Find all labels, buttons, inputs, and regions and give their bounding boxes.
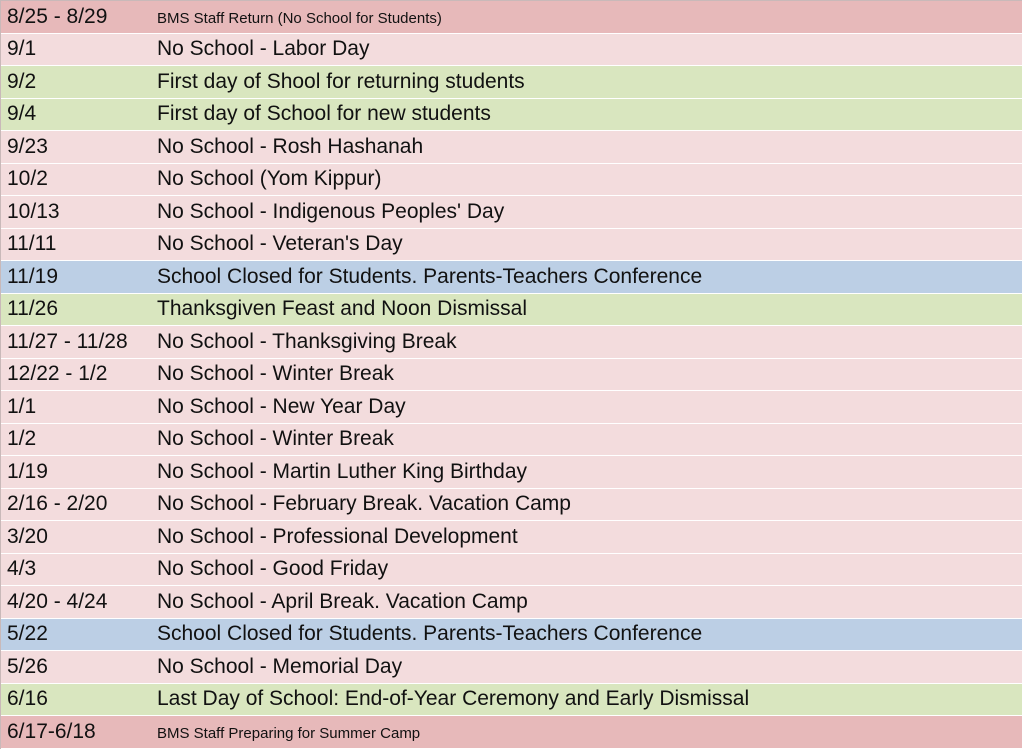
calendar-date: 9/4	[7, 102, 37, 126]
calendar-date: 9/23	[7, 134, 48, 158]
calendar-event: No School - Professional Development	[157, 524, 518, 548]
calendar-date: 11/27 - 11/28	[7, 329, 128, 353]
calendar-date: 2/16 - 2/20	[7, 492, 108, 516]
calendar-event: BMS Staff Preparing for Summer Camp	[157, 724, 421, 742]
calendar-row	[1, 34, 1022, 67]
calendar-event: No School - Labor Day	[157, 37, 370, 61]
calendar-row	[1, 684, 1022, 717]
calendar-event: No School - February Break. Vacation Camp	[157, 492, 571, 516]
calendar-event: Last Day of School: End-of-Year Ceremony and Early Dismissal	[157, 687, 750, 711]
calendar-event: No School - Good Friday	[157, 557, 389, 581]
calendar-row	[1, 619, 1022, 652]
calendar-event: No School - Winter Break	[157, 427, 394, 451]
calendar-date: 11/19	[7, 264, 58, 288]
calendar-date: 6/16	[7, 687, 48, 711]
calendar-event: BMS Staff Return (No School for Students)	[157, 9, 442, 27]
calendar-event: School Closed for Students. Parents-Teachers Conference	[157, 264, 703, 288]
calendar-date: 5/22	[7, 622, 48, 646]
calendar-date: 11/11	[7, 232, 57, 256]
calendar-row	[1, 424, 1022, 457]
calendar-date: 9/1	[7, 37, 37, 61]
calendar-date: 4/20 - 4/24	[7, 589, 108, 613]
calendar-date: 12/22 - 1/2	[7, 362, 108, 386]
calendar-date: 10/13	[7, 199, 60, 223]
calendar-date: 1/19	[7, 459, 48, 483]
calendar-row	[1, 391, 1022, 424]
calendar-event: School Closed for Students. Parents-Teachers Conference	[157, 622, 703, 646]
calendar-row	[1, 196, 1022, 229]
calendar-row	[1, 99, 1022, 132]
calendar-event: No School - New Year Day	[157, 394, 406, 418]
calendar-row	[1, 554, 1022, 587]
calendar-row	[1, 716, 1022, 749]
calendar-event: First day of School for new students	[157, 102, 491, 126]
calendar-row	[1, 164, 1022, 197]
calendar-event: No School - Memorial Day	[157, 654, 403, 678]
calendar-date: 5/26	[7, 654, 48, 678]
calendar-row	[1, 651, 1022, 684]
calendar-date: 3/20	[7, 524, 48, 548]
calendar-date: 8/25 - 8/29	[7, 4, 108, 28]
calendar-date: 1/1	[7, 394, 37, 418]
calendar-event: No School - April Break. Vacation Camp	[157, 589, 528, 613]
calendar-event: No School - Rosh Hashanah	[157, 134, 424, 158]
calendar-date: 10/2	[7, 167, 48, 191]
calendar-date: 6/17-6/18	[7, 719, 96, 743]
calendar-date: 4/3	[7, 557, 37, 581]
calendar-row	[1, 1, 1022, 34]
calendar-date: 9/2	[7, 69, 37, 93]
calendar-row	[1, 489, 1022, 522]
calendar-row	[1, 456, 1022, 489]
calendar-row	[1, 294, 1022, 327]
calendar-event: No School - Thanksgiving Break	[157, 329, 457, 353]
calendar-event: No School (Yom Kippur)	[157, 167, 382, 191]
calendar-row	[1, 326, 1022, 359]
calendar-row	[1, 521, 1022, 554]
calendar-row	[1, 359, 1022, 392]
calendar-event: No School - Winter Break	[157, 362, 394, 386]
calendar-row	[1, 261, 1022, 294]
calendar-event: Thanksgiven Feast and Noon Dismissal	[157, 297, 528, 321]
calendar-event: No School - Martin Luther King Birthday	[157, 459, 528, 483]
calendar-event: First day of Shool for returning students	[157, 69, 525, 93]
calendar-row	[1, 586, 1022, 619]
calendar-date: 1/2	[7, 427, 37, 451]
calendar-event: No School - Veteran's Day	[157, 232, 403, 256]
calendar-row	[1, 229, 1022, 262]
calendar-event: No School - Indigenous Peoples' Day	[157, 199, 505, 223]
calendar-row	[1, 66, 1022, 99]
calendar-row	[1, 131, 1022, 164]
calendar-date: 11/26	[7, 297, 58, 321]
